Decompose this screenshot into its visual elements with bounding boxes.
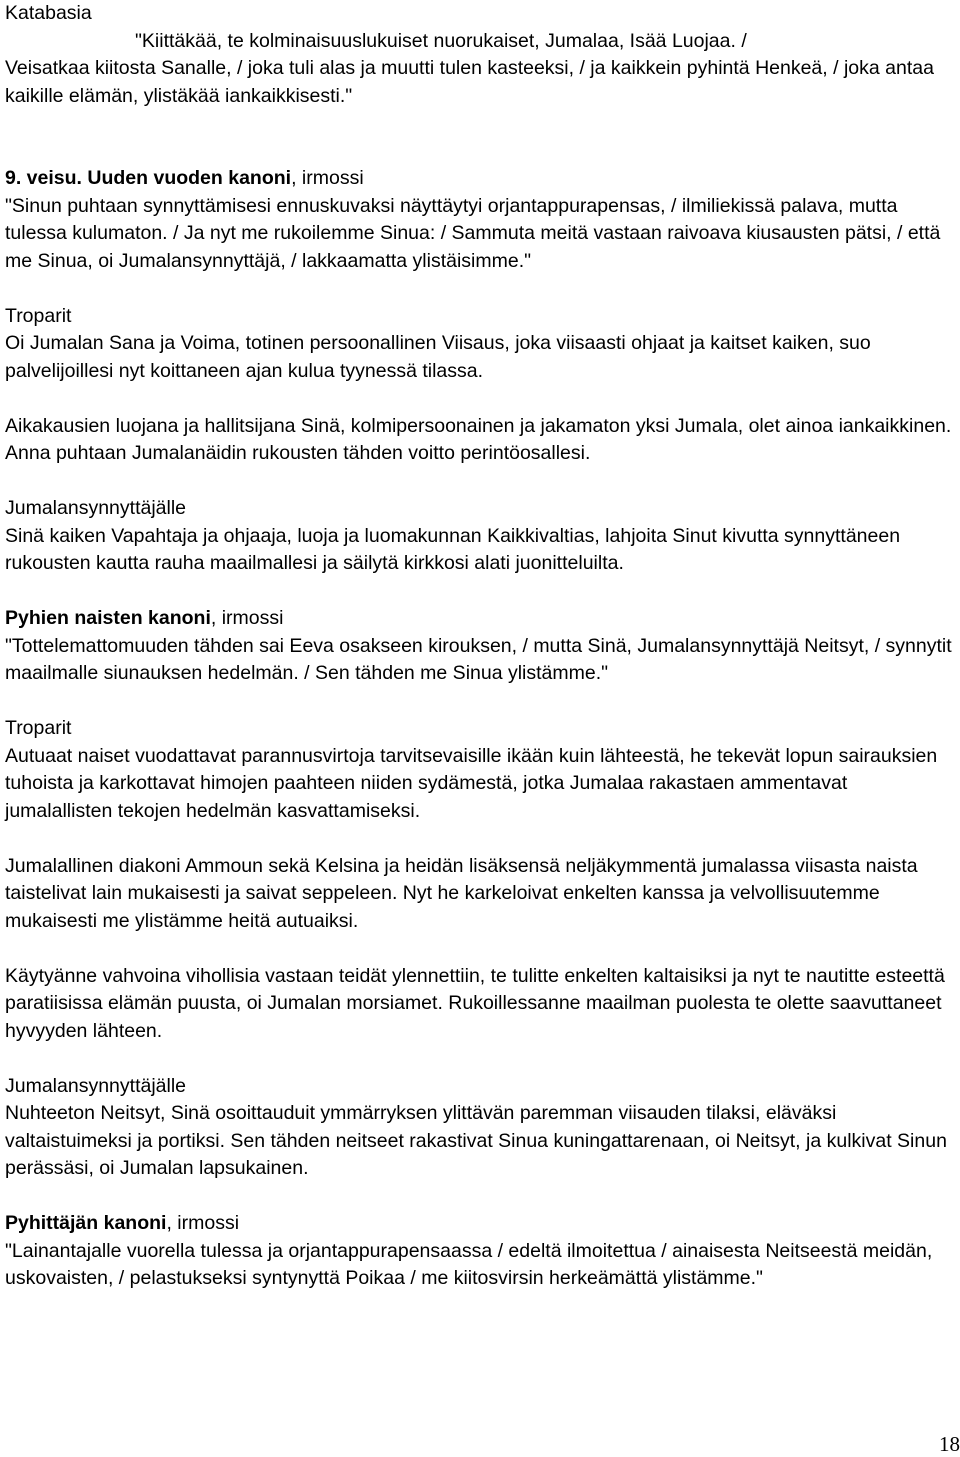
canon1-irmos: "Sinun puhtaan synnyttämisesi ennuskuvaksi näyttäytyi orjantappurapensas, / ilmiliekissä palava, mutta tulessa kulumaton. / Ja nyt me rukoilemme Sinua: / Sammuta meitä vastaan raivoava kiusausten pätsi, / että me Sinua, oi Jumalansynnyttäjä, / lakkaamatta ylistäisimme." [5, 194, 941, 272]
ode9-canon1-heading [5, 165, 955, 193]
ode-number: 9. veisu. [5, 167, 82, 189]
katabasia-text: Veisatkaa kiitosta Sanalle, / joka tuli alas ja muutti tulen kasteeksi, / ja kaikkein pyhintä Henkeä, / joka antaa kaikille elämän, ylistäkää iankaikkisesti." [5, 57, 934, 107]
canon1-tone: , irmossi [291, 167, 364, 189]
canon2-troparion-2: Jumalallinen diakoni Ammoun sekä Kelsina ja heidän lisäksensä neljäkymmentä jumalassa viisasta naista taistelivat lain mukaisesti ja saivat seppeleen. Nyt he karkeloivat enkelten kanssa ja velvollisuutemme mukaisesti me ylistämme heitä autuaiksi. [5, 854, 918, 932]
canon2-troparion-1: Autuaat naiset vuodattavat parannusvirtoja tarvitsevaisille ikään kuin lähteestä, he tekevät lopun sairauksien tuhoista ja karkottavat himojen paahteen niiden sydämestä, jotka Jumalaa rakastaen ammentavat jumalallisten tekojen hedelmän kasvattamiseksi. [5, 744, 938, 822]
canon2-title: Pyhien naisten kanoni [5, 607, 211, 629]
canon1-troparion-1: Oi Jumalan Sana ja Voima, totinen persoonallinen Viisaus, joka viisaasti ohjaat ja kaitset kaiken, suo palvelijoillesi nyt koittaneen ajan kulua tyynessä tilassa. [5, 332, 871, 382]
canon1-troparion-2: Aikakausien luojana ja hallitsijana Sinä, kolmipersoonainen ja jakamaton yksi Jumala, olet ainoa iankaikkinen. Anna puhtaan Jumalanäidin rukousten tähden voitto perintöosallesi. [5, 414, 952, 464]
canon3-heading [5, 1210, 955, 1238]
canon2-theotokion-label: Jumalansynnyttäjälle [5, 1074, 187, 1097]
canon2-tone: , irmossi [210, 607, 284, 629]
canon2-irmos: "Tottelemattomuuden tähden sai Eeva osakseen kirouksen, / mutta Sinä, Jumalansynnyttäjä Neitsyt, / synnytit maailmalle siunauksen hedelmän. / Sen tähden me Sinua ylistämme." [5, 634, 952, 684]
katabasia-first-line: "Kiittäkää, te kolminaisuuslukuiset nuorukaiset, Jumalaa, Isää Luojaa. / [135, 29, 747, 52]
canon1-theotokion: Sinä kaiken Vapahtaja ja ohjaaja, luoja ja luomakunnan Kaikkivaltias, lahjoita Sinut kivutta synnyttäneen rukousten kautta rauha maailmallesi ja säilytä kirkkosi alati juonitteluilta. [5, 524, 901, 574]
page-number: 18 [939, 1432, 960, 1456]
canon3-tone: , irmossi [166, 1212, 240, 1234]
canon2-troparion-label: Troparit [5, 717, 72, 739]
document-page [5, 0, 955, 1293]
canon2-troparion-3: Käytyänne vahvoina vihollisia vastaan teidät ylennettiin, te tulitte enkelten kaltaisiksi ja nyt te nautitte esteettä paratiisissa elämän puusta, oi Jumalan morsiamet. Rukoillessanne maailman puolesta te olette saavuttaneet hyvyyden lähteen. [5, 964, 945, 1042]
canon2-heading [5, 605, 955, 633]
canon1-theotokion-label: Jumalansynnyttäjälle [5, 497, 187, 519]
canon1-title: Uuden vuoden kanoni [87, 167, 292, 189]
katabasia-heading: Katabasia [5, 2, 92, 24]
canon3-irmos: "Lainantajalle vuorella tulessa ja orjantappurapensaassa / edeltä ilmoitettua / ainaisesta Neitseestä meidän, uskovaisten, / pelastukseksi syntynyttä Poikaa / me kiitosvirsin herkeämättä ylistämme." [5, 1239, 933, 1289]
canon1-troparion-label: Troparit [5, 304, 72, 327]
canon3-title: Pyhittäjän kanoni [5, 1212, 167, 1234]
canon2-theotokion: Nuhteeton Neitsyt, Sinä osoittauduit ymmärryksen ylittävän paremman viisauden tilaksi, eläväksi valtaistuimeksi ja portiksi. Sen tähden neitseet rakastivat Sinua kuningattarenaan, oi Neitsyt, ja kulkivat Sinun perässäsi, oi Jumalan lapsukainen. [5, 1102, 947, 1179]
